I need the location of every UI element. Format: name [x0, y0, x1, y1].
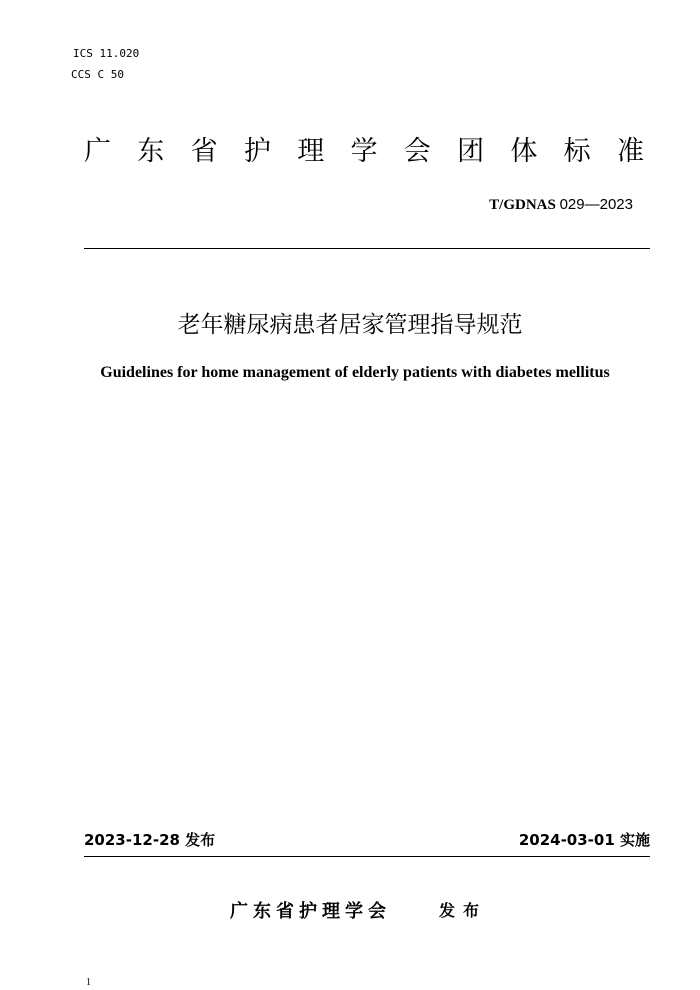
org-title-char: 会	[403, 136, 431, 167]
page-number: 1	[86, 977, 91, 988]
org-title-char: 准	[616, 136, 644, 167]
standard-code	[489, 195, 633, 215]
standard-prefix: T/GDNAS	[489, 197, 556, 213]
chinese-title: 老年糖尿病患者居家管理指导规范	[177, 312, 523, 338]
org-title-char: 学	[350, 136, 378, 167]
org-title-char: 团	[457, 136, 485, 167]
organization-standard-title	[84, 132, 644, 172]
footer-divider	[84, 856, 650, 857]
org-title-char: 省	[190, 136, 218, 167]
ccs-code: CCS C 50	[71, 68, 124, 81]
header-divider	[84, 248, 650, 249]
english-title: Guidelines for home management of elderly patients with diabetes mellitus	[100, 364, 610, 381]
standard-number: 029—2023	[559, 196, 633, 213]
org-title-char: 体	[510, 136, 538, 167]
publish-label: 发布	[439, 901, 488, 920]
org-title-char: 理	[297, 136, 325, 167]
publisher-name: 广东省护理学会	[230, 901, 391, 922]
issue-date: 2023-12-28 发布	[84, 831, 216, 849]
org-title-char: 广	[84, 136, 111, 167]
org-title-char: 东	[137, 136, 165, 167]
implementation-date: 2024-03-01 实施	[518, 831, 650, 849]
org-title-char: 标	[563, 136, 591, 167]
ics-code: ICS 11.020	[73, 47, 140, 60]
org-title-char: 护	[243, 136, 271, 167]
